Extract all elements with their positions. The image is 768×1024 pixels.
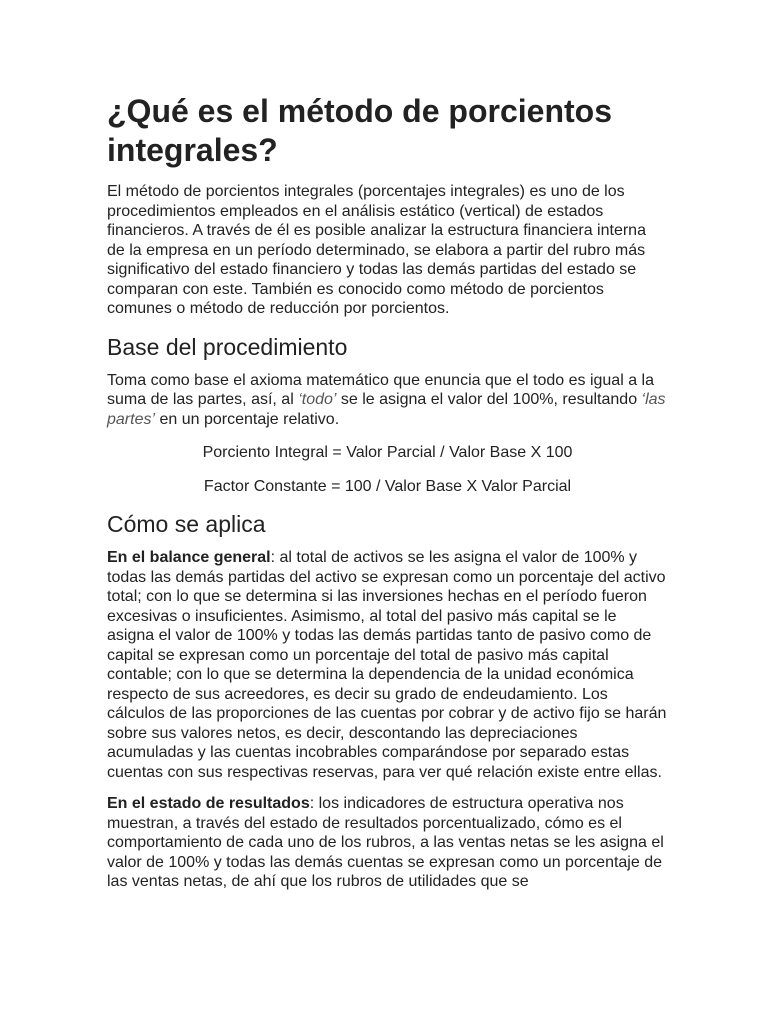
results-label: En el estado de resultados — [107, 795, 310, 812]
base-section-heading: Base del procedimiento — [107, 333, 348, 360]
balance-text: : al total de activos se les asigna el valor de 100% y todas las demás partidas del activo se expresan como un porcentaje del activo total; con lo que se determina si las inversiones hechas en el período fueron excesivas o insuficientes. Asimismo, al total del pasivo más capital se le asigna el valor de 100% y todas las demás partidas tanto de pasivo como de capital se expresan como un porcentaje del total de pasivo más capital contable; con lo que se determina la dependencia de la unidad económica respecto de sus acreedores, es decir su grado de endeudamiento. Los cálculos de las proporciones de las cuentas por cobrar y de activo fijo se harán sobre sus valores netos, es decir, descontando las depreciaciones acumuladas y las cuentas incobrables comparándose por separado estas cuentas con sus respectivas reservas, para ver qué relación existe entre ellas. — [107, 549, 667, 781]
formula-factor-constante: Factor Constante = 100 / Valor Base X Valor Parcial — [203, 477, 572, 495]
term-partes: ‘las partes’ — [107, 391, 666, 428]
base-text-part2: se le asigna el valor del 100%, resultando — [336, 391, 642, 408]
base-paragraph — [107, 371, 668, 430]
term-todo: ‘todo’ — [298, 391, 337, 408]
apply-section-heading: Cómo se aplica — [107, 511, 266, 537]
intro-paragraph: El método de porcientos integrales (porcentajes integrales) es uno de los procedimientos empleados en el análisis estático (vertical) de estados financieros. A través de él es posible analizar la estructura financiera interna de la empresa en un período determinado, se elabora a partir del rubro más significativo del estado financiero y todas las demás partidas del estado se comparan con este. También es conocido como método de porcientos comunes o método de reducción por porcientos. — [107, 183, 646, 317]
formula-porciento-integral: Porciento Integral = Valor Parcial / Valor Base X 100 — [202, 444, 573, 461]
results-text: : los indicadores de estructura operativa nos muestran, a través del estado de resultados porcentualizado, cómo es el comportamiento de cada uno de los rubros, a las ventas netas se les asigna el valor de 100% y todas las demás cuentas se expresan como un porcentaje de las ventas netas, de ahí que los rubros de utilidades que se — [107, 795, 664, 890]
balance-paragraph — [107, 548, 668, 782]
base-text-part1: Toma como base el axioma matemático que enuncia que el todo es igual a la suma de las partes, así, al — [107, 371, 654, 408]
balance-label: En el balance general — [107, 549, 271, 566]
results-paragraph — [107, 794, 668, 892]
base-text-part3: en un porcentaje relativo. — [155, 410, 340, 428]
article-title: ¿Qué es el método de porcientos integrales? — [107, 93, 612, 168]
